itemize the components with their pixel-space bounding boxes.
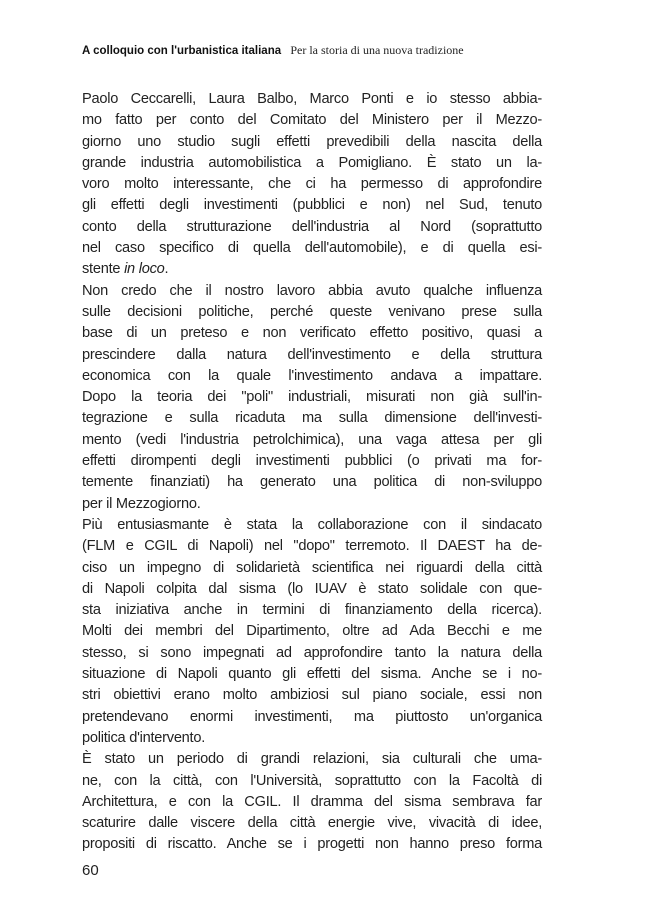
text-line-content: gli effetti degli investimenti (pubblici e non) nel Sud, tenuto [82,197,542,214]
text-line-content: ciso un impegno di solidarietà scientifica nei riguardi della città [82,559,542,576]
text-line [82,494,542,515]
text-line-content: pretendevano enormi investimenti, ma piuttosto un'organica [82,708,542,725]
text-line-content: tegrazione e sulla ricaduta ma sulla dimensione dell'investi- [82,410,542,427]
text-line-content: scaturire dalle viscere della città energie vive, vivacità di idee, [82,815,542,832]
running-header-subtitle: Per la storia di una nuova tradizione [290,43,464,57]
italic-term: in loco [124,261,165,278]
text-line [82,387,542,408]
text-line-content: base di un preteso e non verificato effetto positivo, quasi a [82,325,542,342]
text-line [82,621,542,642]
text-line [82,685,542,706]
text-line-content: propositi di riscatto. Anche se i progetti non hanno preso forma [82,836,542,853]
text-line [82,302,542,323]
text-line-content: politica d'intervento. [82,729,206,746]
text-line-content: giorno uno studio sugli effetti prevedibili della nascita della [82,133,542,150]
text-line [82,813,542,834]
text-line [82,600,542,621]
text-line [82,472,542,493]
text-line-content: sulle decisioni politiche, perché queste venivano prese sulla [82,303,542,320]
text-line [82,579,542,600]
text-line-content: voro molto interessante, che ci ha permesso di approfondire [82,176,542,193]
text-line [82,707,542,728]
text-line [82,259,542,280]
text-line-content: stesso, si sono impegnati ad approfondire tanto la natura della [82,644,542,661]
text-line [82,238,542,259]
text-line-content: temente finanziati) ha generato una politica di non-sviluppo [82,474,542,491]
text-line [82,281,542,302]
running-header-title: A colloquio con l'urbanistica italiana [82,45,282,57]
text-line [82,558,542,579]
text-line-content: mo fatto per conto del Comitato del Ministero per il Mezzo- [82,112,542,129]
text-line [82,323,542,344]
text-line [82,132,542,153]
text-line-content: Paolo Ceccarelli, Laura Balbo, Marco Ponti e io stesso abbia- [82,91,542,107]
page-number: 60 [82,862,99,879]
text-line-content: È stato un periodo di grandi relazioni, sia culturali che uma- [82,751,542,768]
text-line [82,366,542,387]
text-line-content: situazione di Napoli quanto gli effetti del sisma. Anche se i no- [82,666,542,683]
text-line-suffix: . [164,261,169,278]
text-line-content: Dopo la teoria dei "poli" industriali, misurati non già sull'in- [82,389,542,406]
text-line-content: effetti dirompenti degli investimenti pubblici (o privati ma for- [82,453,542,470]
text-line [82,643,542,664]
text-line-content: (FLM e CGIL di Napoli) nel "dopo" terremoto. Il DAEST ha de- [82,538,542,555]
text-line-content: Architettura, e con la CGIL. Il dramma del sisma sembrava far [82,793,542,810]
text-line-content: mento (vedi l'industria petrolchimica), una vaga attesa per gli [82,431,542,448]
text-line [82,89,542,110]
text-line-content: Non credo che il nostro lavoro abbia avuto qualche influenza [82,282,542,299]
text-line-content: economica con la quale l'investimento andava a impattare. [82,367,542,384]
text-line-content: nel caso specifico di quella dell'automobile), e di quella esi- [82,240,542,257]
text-line [82,749,542,770]
text-line [82,728,542,749]
text-line [82,408,542,429]
text-line-content: stente [82,261,125,278]
text-line [82,792,542,813]
text-line [82,664,542,685]
text-line [82,174,542,195]
text-line-content: Più entusiasmante è stata la collaborazione con il sindacato [82,516,542,533]
text-line [82,834,542,855]
text-line [82,217,542,238]
text-line-content: grande industria automobilistica a Pomigliano. È stato un la- [82,154,542,171]
text-line [82,536,542,557]
text-line-content: per il Mezzogiorno. [82,495,201,512]
text-line-content: ne, con la città, con l'Università, soprattutto con la Facoltà di [82,772,542,789]
running-header [82,43,562,58]
text-line-content: di Napoli colpita dal sisma (lo IUAV è stato solidale con que- [82,580,542,597]
text-line [82,430,542,451]
text-line [82,195,542,216]
text-line-content: stri obiettivi erano molto ambiziosi sul piano sociale, essi non [82,687,542,704]
text-line-content: prescindere dalla natura dell'investimento e della struttura [82,346,542,363]
text-line [82,110,542,131]
text-line [82,451,542,472]
body-text [82,89,542,856]
text-line [82,345,542,366]
text-line-content: conto della strutturazione dell'industria al Nord (soprattutto [82,218,542,235]
text-line [82,515,542,536]
text-line-content: sta iniziativa anche in termini di finanziamento della ricerca). [82,602,542,619]
text-line [82,771,542,792]
text-line [82,153,542,174]
text-line-content: Molti dei membri del Dipartimento, oltre ad Ada Becchi e me [82,623,542,640]
